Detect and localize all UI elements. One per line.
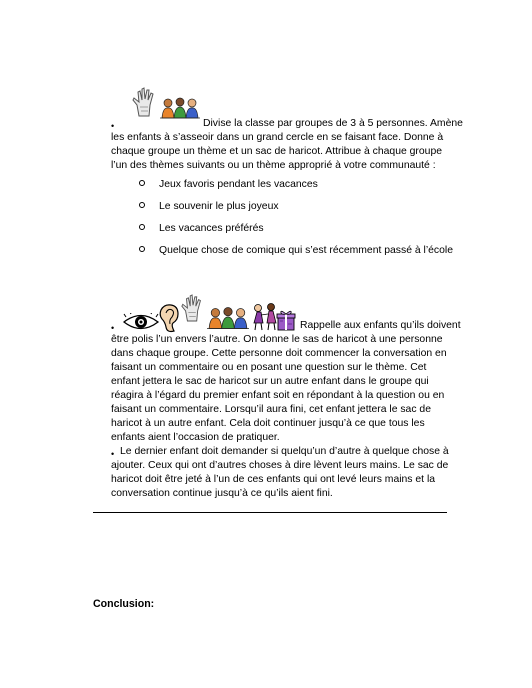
circle-bullet-icon [139, 180, 145, 186]
section-1-line: chaque groupe un thème et un sac de haricot. Attribue à chaque groupe [111, 146, 443, 157]
section-2-line: dans chaque groupe. Cette personne doit commencer la conversation en [111, 348, 447, 359]
bullet-marker: • [111, 121, 115, 131]
section-2-first-line: Rappelle aux enfants qu’ils doivent [300, 320, 461, 331]
section-1-first-line: Divise la classe par groupes de 3 à 5 personnes. Amène [203, 118, 463, 129]
bullet-marker: • [111, 449, 115, 459]
section-3-line: ajouter. Ceux qui ont d’autres choses à dire lèvent leurs mains. Le sac de [111, 460, 449, 471]
theme-label: Jeux favoris pendant les vacances [159, 179, 318, 190]
bullet-marker: • [111, 323, 115, 333]
section-2-line: réagira à l’égard du premier enfant soit en répondant à la question ou en [111, 390, 445, 401]
conclusion-heading: Conclusion: [93, 598, 155, 610]
eye-icon [123, 313, 159, 331]
section-1-line: les enfants à s’asseoir dans un grand cercle en se faisant face. Donne à [111, 132, 444, 143]
section-2-line: enfant jettera le sac de haricot sur un autre enfant dans le groupe qui [111, 376, 429, 387]
circle-bullet-icon [139, 246, 145, 252]
children-group-icon [207, 306, 249, 330]
children-talking-icon [252, 303, 278, 331]
section-1-line: l’un des thèmes suivants ou un thème approprié à votre communauté : [111, 160, 436, 171]
circle-bullet-icon [139, 202, 145, 208]
theme-list-item [139, 200, 279, 213]
hand-icon [180, 293, 206, 323]
theme-label: Les vacances préférés [159, 223, 264, 234]
section-3-line: haricot doit être jeté à l’un de ces enfants qui ont levé leurs mains et la [111, 474, 436, 485]
section-2-line: faisant un commentaire. Lorsqu’il aura fini, cet enfant jettera le sac de [111, 404, 431, 415]
theme-label: Le souvenir le plus joyeux [159, 201, 279, 212]
section-3-line: Le dernier enfant doit demander si quelqu’un d’autre à quelque chose à [120, 446, 449, 457]
horizontal-rule [93, 512, 447, 513]
section-2-line: haricot à un autre enfant. Cela doit continuer jusqu’à ce que tous les [111, 418, 425, 429]
section-2-line: être polis l’un envers l’autre. On donne le sas de haricot à une personne [111, 334, 443, 345]
section-2-line: enfants aient l’occasion de pratiquer. [111, 432, 280, 443]
children-group-icon [160, 97, 200, 119]
circle-bullet-icon [139, 224, 145, 230]
theme-list-item [139, 244, 453, 257]
theme-label: Quelque chose de comique qui s’est récemment passé à l’école [159, 245, 453, 256]
section-3-line: conversation continue jusqu’à ce qu’ils aient fini. [111, 488, 333, 499]
theme-list-item [139, 222, 264, 235]
section-2-line: faisant un commentaire ou en posant une question sur le thème. Cet [111, 362, 427, 373]
hand-icon [131, 87, 159, 117]
gift-box-icon [276, 309, 296, 331]
theme-list-item [139, 178, 318, 191]
ear-icon [159, 304, 179, 334]
